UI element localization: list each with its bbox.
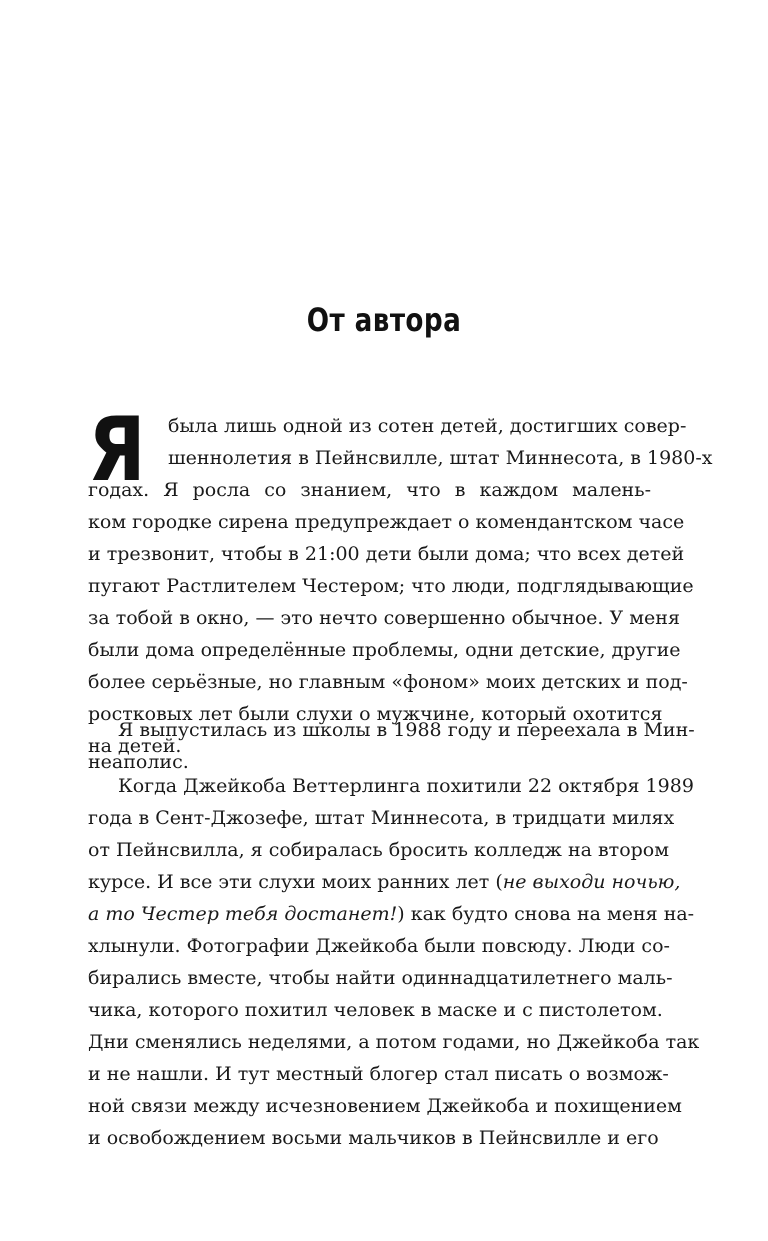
text-line: года в Сент-Джозефе, штат Миннесота, в тридцати милях (88, 807, 675, 829)
text-line: ком городке сирена предупреждает о комендантском часе (88, 511, 685, 533)
italic-quote: не выходи ночью, (502, 871, 681, 893)
page-title: От автора (306, 301, 462, 339)
paragraph-1 (88, 398, 713, 762)
text-line: неаполис. (88, 751, 189, 773)
text-segment: ) как будто снова на меня на- (397, 903, 695, 925)
text-line: была лишь одной из сотен детей, достигших совер- (168, 415, 687, 437)
text-line: за тобой в окно, — это нечто совершенно обычное. У меня (88, 607, 680, 629)
text-line: были дома определённые проблемы, одни детские, другие (88, 639, 681, 661)
text-line (88, 898, 695, 930)
text-line: хлынули. Фотографии Джейкоба были повсюду. Люди со- (88, 935, 670, 957)
text-line: Я выпустилась из школы в 1988 году и переехала в Мин- (118, 719, 695, 741)
text-line: шеннолетия в Пейнсвилле, штат Миннесота, в 1980-х (168, 447, 713, 469)
text-line: и не нашли. И тут местный блогер стал писать о возмож- (88, 1063, 669, 1085)
text-line: пугают Растлителем Честером; что люди, подглядывающие (88, 575, 694, 597)
paragraph-3 (88, 770, 700, 1154)
text-line: более серьёзные, но главным «фоном» моих детских и под- (88, 671, 688, 693)
text-line: и трезвонит, чтобы в 21:00 дети были дома; что всех детей (88, 543, 685, 565)
text-line: ной связи между исчезновением Джейкоба и похищением (88, 1095, 682, 1117)
text-line: и освобождением восьми мальчиков в Пейнсвилле и его (88, 1127, 659, 1149)
text-line: годах. Я росла со знанием, что в каждом малень- (88, 479, 651, 501)
text-line: Когда Джейкоба Веттерлинга похитили 22 октября 1989 (118, 775, 694, 797)
text-line: ростковых лет были слухи о мужчине, который охотится (88, 703, 663, 725)
text-line: на детей. (88, 735, 182, 757)
text-line (88, 866, 681, 898)
italic-quote: а то Честер тебя достанет! (88, 903, 398, 925)
drop-cap: Я (88, 398, 146, 501)
text-line: Дни сменялись неделями, а потом годами, но Джейкоба так (88, 1031, 700, 1053)
text-line: бирались вместе, чтобы найти одиннадцатилетнего маль- (88, 967, 673, 989)
text-segment: курсе. И все эти слухи моих ранних лет ( (88, 871, 503, 893)
text-line: от Пейнсвилла, я собиралась бросить колледж на втором (88, 839, 670, 861)
text-line: чика, которого похитил человек в маске и с пистолетом. (88, 999, 663, 1021)
